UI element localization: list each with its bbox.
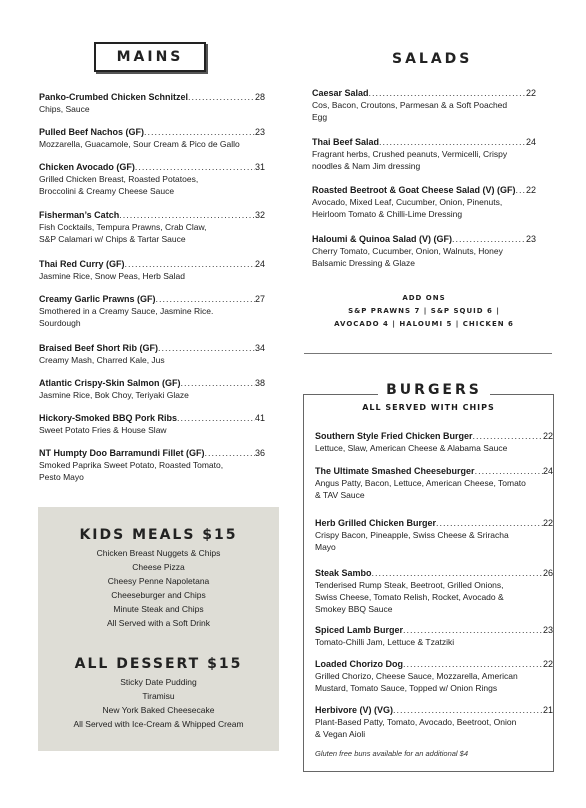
item-price: 22: [525, 185, 536, 195]
menu-item: [39, 447, 265, 483]
item-price: 34: [254, 343, 265, 353]
item-desc: Egg: [312, 112, 328, 122]
item-desc: Cos, Bacon, Croutons, Parmesan & a Soft Poached: [312, 100, 508, 110]
item-name: Fisherman’s Catch: [39, 210, 120, 220]
item-desc: Mozzarella, Guacamole, Sour Cream & Pico de Gallo: [39, 139, 240, 149]
item-price: 28: [254, 92, 265, 102]
item-desc: Fish Cocktails, Tempura Prawns, Crab Claw,: [39, 222, 207, 232]
list-item: Cheeseburger and Chips: [111, 590, 206, 600]
list-item: Cheesy Penne Napoletana: [107, 576, 210, 586]
leader-dots: [177, 412, 255, 424]
gluten-free-note: Gluten free buns available for an additional $4: [315, 749, 469, 758]
menu-item: [315, 517, 553, 553]
leader-dots: [119, 209, 255, 221]
addons-title: ADD ONS: [402, 294, 446, 302]
menu-item: [312, 87, 536, 123]
item-desc: Tomato-Chilli Jam, Lettuce & Tzatziki: [315, 637, 455, 647]
list-item: New York Baked Cheesecake: [102, 705, 215, 715]
item-desc: Balsamic Dressing & Glaze: [312, 258, 415, 268]
item-name: Thai Red Curry (GF): [39, 259, 125, 269]
item-price: 24: [254, 259, 265, 269]
item-name: Southern Style Fried Chicken Burger: [315, 431, 473, 441]
item-desc: Broccolini & Creamy Cheese Sauce: [39, 186, 175, 196]
leader-dots: [144, 126, 255, 138]
list-item: All Served with a Soft Drink: [107, 618, 210, 628]
leader-dots: [379, 136, 526, 148]
menu-item: [315, 658, 553, 694]
list-item: Cheese Pizza: [132, 562, 185, 572]
addons-line: AVOCADO 4 | HALOUMI 5 | CHICKEN 6: [334, 320, 514, 328]
item-desc: Tenderised Rump Steak, Beetroot, Grilled Onions,: [315, 580, 504, 590]
item-name: Chicken Avocado (GF): [39, 162, 135, 172]
leader-dots: [156, 293, 255, 305]
item-price: 24: [542, 466, 553, 476]
item-desc: Fragrant herbs, Crushed peanuts, Vermicelli, Crispy: [312, 149, 508, 159]
item-name: Creamy Garlic Prawns (GF): [39, 294, 156, 304]
dessert-list: [38, 675, 279, 731]
item-desc: Smokey BBQ Sauce: [315, 604, 393, 614]
section-divider: [304, 353, 552, 354]
item-price: 22: [525, 88, 536, 98]
menu-item: [39, 342, 265, 366]
leader-dots: [158, 342, 255, 354]
menu-item: [315, 567, 553, 615]
menu-item: [312, 184, 536, 220]
item-desc: Heirloom Tomato & Chilli-Lime Dressing: [312, 209, 463, 219]
item-desc: & TAV Sauce: [315, 490, 365, 500]
kids-dessert-panel: [38, 507, 279, 751]
kids-title: KIDS MEALS $15: [79, 527, 238, 543]
item-price: 22: [542, 431, 553, 441]
list-item: Tiramisu: [142, 691, 175, 701]
item-desc: Pesto Mayo: [39, 472, 84, 482]
leader-dots: [205, 447, 255, 459]
item-name: Loaded Chorizo Dog: [315, 659, 403, 669]
menu-item: [39, 91, 265, 115]
item-desc: S&P Calamari w/ Chips & Tartar Sauce: [39, 234, 186, 244]
item-desc: Sourdough: [39, 318, 81, 328]
dessert-title: ALL DESSERT $15: [74, 656, 243, 672]
item-desc: Avocado, Mixed Leaf, Cucumber, Onion, Pinenuts,: [312, 197, 503, 207]
item-desc: Crispy Bacon, Pineapple, Swiss Cheese & Sriracha: [315, 530, 509, 540]
item-desc: Jasmine Rice, Snow Peas, Herb Salad: [39, 271, 185, 281]
item-name: Herb Grilled Chicken Burger: [315, 518, 437, 528]
leader-dots: [372, 567, 543, 579]
list-item: Sticky Date Pudding: [120, 677, 197, 687]
item-desc: Smothered in a Creamy Sauce, Jasmine Rice.: [39, 306, 214, 316]
item-desc: Angus Patty, Bacon, Lettuce, American Cheese, Tomato: [315, 478, 526, 488]
item-name: Spiced Lamb Burger: [315, 625, 404, 635]
burgers-title-wrap: [378, 381, 490, 399]
item-name: Haloumi & Quinoa Salad (V) (GF): [312, 234, 453, 244]
leader-dots: [369, 87, 526, 99]
mains-title-box: [94, 42, 206, 72]
leader-dots: [125, 258, 255, 270]
item-name: Atlantic Crispy-Skin Salmon (GF): [39, 378, 181, 388]
item-desc: Lettuce, Slaw, American Cheese & Alabama Sauce: [315, 443, 508, 453]
item-desc: Mayo: [315, 542, 336, 552]
leader-dots: [393, 704, 543, 716]
item-price: 27: [254, 294, 265, 304]
kids-list: [38, 546, 279, 630]
menu-item: [39, 293, 265, 329]
menu-item: [39, 412, 265, 436]
salads-title: SALADS: [392, 51, 473, 67]
mains-title: MAINS: [116, 49, 184, 65]
item-price: 23: [254, 127, 265, 137]
item-name: Caesar Salad: [312, 88, 369, 98]
item-name: Steak Sambo: [315, 568, 372, 578]
item-price: 23: [542, 625, 553, 635]
leader-dots: [436, 517, 543, 529]
item-desc: Smoked Paprika Sweet Potato, Roasted Tomato,: [39, 460, 224, 470]
burgers-title: BURGERS: [386, 382, 482, 398]
item-price: 24: [525, 137, 536, 147]
item-price: 23: [525, 234, 536, 244]
item-name: Hickory-Smoked BBQ Pork Ribs: [39, 413, 178, 423]
menu-item: [315, 430, 553, 454]
leader-dots: [475, 465, 543, 477]
item-price: 22: [542, 659, 553, 669]
item-price: 22: [542, 518, 553, 528]
menu-item: [39, 377, 265, 401]
item-name: Pulled Beef Nachos (GF): [39, 127, 145, 137]
leader-dots: [452, 233, 526, 245]
item-desc: Grilled Chicken Breast, Roasted Potatoes,: [39, 174, 199, 184]
item-desc: Jasmine Rice, Bok Choy, Teriyaki Glaze: [39, 390, 189, 400]
addons-line: S&P PRAWNS 7 | S&P SQUID 6 |: [348, 307, 500, 315]
leader-dots: [188, 91, 255, 103]
menu-item: [39, 161, 265, 197]
item-desc: noodles & Nam Jim dressing: [312, 161, 421, 171]
item-desc: Sweet Potato Fries & House Slaw: [39, 425, 167, 435]
leader-dots: [473, 430, 543, 442]
menu-item: [315, 704, 553, 740]
menu-item: [39, 209, 265, 245]
item-desc: Grilled Chorizo, Cheese Sauce, Mozzarella, American: [315, 671, 518, 681]
leader-dots: [181, 377, 255, 389]
item-price: 26: [542, 568, 553, 578]
leader-dots: [516, 184, 526, 196]
item-name: NT Humpty Doo Barramundi Fillet (GF): [39, 448, 205, 458]
item-price: 36: [254, 448, 265, 458]
list-item: All Served with Ice-Cream & Whipped Cream: [73, 719, 244, 729]
item-desc: Creamy Mash, Charred Kale, Jus: [39, 355, 165, 365]
item-name: The Ultimate Smashed Cheeseburger: [315, 466, 475, 476]
item-price: 21: [542, 705, 553, 715]
menu-item: [312, 136, 536, 172]
burgers-subtitle: ALL SERVED WITH CHIPS: [362, 403, 495, 412]
item-desc: & Vegan Aioli: [315, 729, 366, 739]
salad-addons: [305, 292, 543, 331]
item-name: Herbivore (V) (VG): [315, 705, 394, 715]
menu-item: [315, 624, 553, 648]
item-price: 31: [254, 162, 265, 172]
list-item: Chicken Breast Nuggets & Chips: [96, 548, 221, 558]
leader-dots: [135, 161, 255, 173]
leader-dots: [403, 658, 543, 670]
item-desc: Mustard, Tomato Sauce, Topped w/ Onion Rings: [315, 683, 498, 693]
item-desc: Plant-Based Patty, Tomato, Avocado, Beetroot, Onion: [315, 717, 517, 727]
menu-item: [312, 233, 536, 269]
menu-item: [39, 258, 265, 282]
item-desc: Swiss Cheese, Tomato Relish, Rocket, Avocado &: [315, 592, 504, 602]
item-desc: Chips, Sauce: [39, 104, 90, 114]
item-desc: Cherry Tomato, Cucumber, Onion, Walnuts, Honey: [312, 246, 503, 256]
item-price: 38: [254, 378, 265, 388]
menu-item: [39, 126, 265, 150]
item-price: 41: [254, 413, 265, 423]
item-price: 32: [254, 210, 265, 220]
item-name: Thai Beef Salad: [312, 137, 380, 147]
item-name: Roasted Beetroot & Goat Cheese Salad (V) (GF): [312, 185, 516, 195]
item-name: Panko-Crumbed Chicken Schnitzel: [39, 92, 189, 102]
list-item: Minute Steak and Chips: [113, 604, 204, 614]
leader-dots: [403, 624, 543, 636]
menu-item: [315, 465, 553, 501]
item-name: Braised Beef Short Rib (GF): [39, 343, 159, 353]
